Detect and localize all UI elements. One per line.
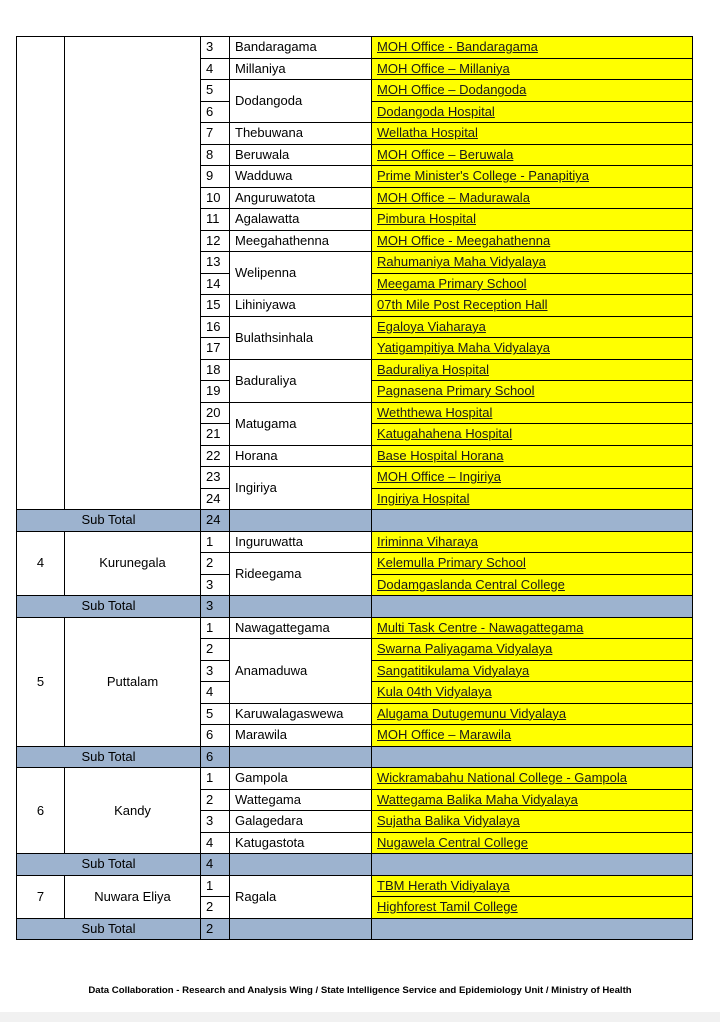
row-number-cell: 1 [201,768,230,790]
district-name-cell: Puttalam [65,617,201,746]
vaccination-centre-cell [372,553,693,575]
subtotal-label: Sub Total [17,596,201,618]
subtotal-label: Sub Total [17,918,201,940]
subtotal-row [17,746,693,768]
vaccination-centre-cell [372,725,693,747]
subtotal-row [17,596,693,618]
row-number-cell: 17 [201,338,230,360]
subtotal-value: 4 [201,854,230,876]
moh-area-cell: Thebuwana [230,123,372,145]
vaccination-centre-cell [372,252,693,274]
vaccination-centre-name[interactable]: Rahumaniya Maha Vidyalaya [377,254,546,270]
district-name-cell: Nuwara Eliya [65,875,201,918]
table-body [17,37,693,940]
vaccination-centre-cell [372,897,693,919]
row-number-cell: 19 [201,381,230,403]
vaccination-centre-cell [372,166,693,188]
moh-area-cell: Baduraliya [230,359,372,402]
row-number-cell: 8 [201,144,230,166]
vaccination-centre-cell [372,58,693,80]
vaccination-centre-name[interactable]: Pimbura Hospital [377,211,476,227]
district-number-cell: 6 [17,768,65,854]
vaccination-centre-name[interactable]: TBM Herath Vidiyalaya [377,877,510,893]
moh-area-cell: Beruwala [230,144,372,166]
moh-area-cell: Rideegama [230,553,372,596]
row-number-cell: 2 [201,789,230,811]
moh-area-cell: Ragala [230,875,372,918]
row-number-cell: 1 [201,531,230,553]
row-number-cell: 2 [201,639,230,661]
vaccination-centre-name[interactable]: Prime Minister's College - Panapitiya [377,168,590,184]
row-number-cell: 16 [201,316,230,338]
row-number-cell: 24 [201,488,230,510]
vaccination-centre-cell [372,660,693,682]
vaccination-centre-name[interactable]: Meegama Primary School [377,275,527,291]
subtotal-empty-cell [230,918,372,940]
moh-area-cell: Dodangoda [230,80,372,123]
row-number-cell: 11 [201,209,230,231]
row-number-cell: 5 [201,703,230,725]
row-number-cell: 2 [201,553,230,575]
vaccination-centre-name[interactable]: Weththewa Hospital [377,404,493,420]
row-number-cell: 5 [201,80,230,102]
moh-area-cell: Katugastota [230,832,372,854]
vaccination-centre-cell [372,832,693,854]
moh-area-cell: Marawila [230,725,372,747]
vaccination-centre-cell [372,811,693,833]
vaccination-centre-name[interactable]: Egaloya Viaharaya [377,318,486,334]
row-number-cell: 2 [201,897,230,919]
row-number-cell: 6 [201,101,230,123]
moh-area-cell: Galagedara [230,811,372,833]
subtotal-empty-cell [372,854,693,876]
vaccination-centre-name[interactable]: Swarna Paliyagama Vidyalaya [377,641,553,657]
row-number-cell: 9 [201,166,230,188]
vaccination-centre-name[interactable]: Dodamgaslanda Central College [377,576,565,592]
vaccination-centre-cell [372,101,693,123]
subtotal-empty-cell [372,596,693,618]
district-name-cell [65,37,201,510]
vaccination-centre-cell [372,445,693,467]
vaccination-centre-cell [372,381,693,403]
vaccination-centre-name[interactable]: MOH Office – Dodangoda [377,82,527,98]
moh-area-cell: Gampola [230,768,372,790]
vaccination-centre-cell [372,574,693,596]
vaccination-centre-cell [372,682,693,704]
vaccination-centre-cell [372,295,693,317]
moh-area-cell: Meegahathenna [230,230,372,252]
subtotal-empty-cell [230,510,372,532]
vaccination-centre-cell [372,639,693,661]
vaccination-centre-name[interactable]: MOH Office – Marawila [377,727,512,743]
row-number-cell: 22 [201,445,230,467]
vaccination-centre-name[interactable]: Multi Task Centre - Nawagattegama [377,619,584,635]
subtotal-empty-cell [230,596,372,618]
moh-area-cell: Wadduwa [230,166,372,188]
vaccination-centre-name[interactable]: Sangatitikulama Vidyalaya [377,662,530,678]
vaccination-centre-name[interactable]: Sujatha Balika Vidyalaya [377,813,520,829]
table-row [17,37,693,59]
row-number-cell: 7 [201,123,230,145]
row-number-cell: 3 [201,811,230,833]
table-row [17,531,693,553]
table-row [17,875,693,897]
vaccination-centre-cell [372,467,693,489]
vaccination-centre-cell [372,703,693,725]
moh-area-cell: Agalawatta [230,209,372,231]
moh-area-cell: Bulathsinhala [230,316,372,359]
vaccination-centre-name[interactable]: Wattegama Balika Maha Vidyalaya [377,791,578,807]
vaccination-centre-cell [372,144,693,166]
subtotal-label: Sub Total [17,854,201,876]
moh-area-cell: Welipenna [230,252,372,295]
vaccination-centre-name[interactable]: Kelemulla Primary School [377,555,526,571]
row-number-cell: 15 [201,295,230,317]
vaccination-centre-name[interactable]: Baduraliya Hospital [377,361,490,377]
subtotal-value: 3 [201,596,230,618]
row-number-cell: 12 [201,230,230,252]
vaccination-centre-name[interactable]: Katugahahena Hospital [377,426,513,442]
vaccination-centre-cell [372,768,693,790]
row-number-cell: 4 [201,832,230,854]
district-number-cell: 7 [17,875,65,918]
row-number-cell: 1 [201,617,230,639]
table-row [17,768,693,790]
vaccination-centre-cell [372,273,693,295]
subtotal-empty-cell [230,854,372,876]
vaccination-centre-name[interactable]: Dodangoda Hospital [377,103,495,119]
subtotal-label: Sub Total [17,746,201,768]
vaccination-centre-cell [372,316,693,338]
vaccination-centre-name[interactable]: MOH Office - Meegahathenna [377,232,551,248]
vaccination-centre-cell [372,402,693,424]
vaccination-centre-name[interactable]: MOH Office – Madurawala [377,189,530,205]
moh-area-cell: Anguruwatota [230,187,372,209]
vaccination-centre-cell [372,488,693,510]
moh-area-cell: Matugama [230,402,372,445]
moh-area-cell: Lihiniyawa [230,295,372,317]
vaccination-centre-cell [372,230,693,252]
vaccination-centre-cell [372,80,693,102]
vaccination-centre-name[interactable]: Kula 04th Vidyalaya [377,684,492,700]
vaccination-centre-name[interactable]: 07th Mile Post Reception Hall [377,297,548,313]
vaccination-centre-cell [372,617,693,639]
subtotal-empty-cell [372,918,693,940]
vaccination-centre-name[interactable]: Nugawela Central College [377,834,529,850]
row-number-cell: 10 [201,187,230,209]
vaccination-centre-name[interactable]: Wickramabahu National College - Gampola [377,770,628,786]
district-number-cell: 5 [17,617,65,746]
subtotal-value: 24 [201,510,230,532]
vaccination-centre-cell [372,123,693,145]
vaccination-centre-name[interactable]: Ingiriya Hospital [377,490,470,506]
vaccination-centre-cell [372,209,693,231]
moh-area-cell: Inguruwatta [230,531,372,553]
table-row [17,617,693,639]
vaccination-centre-cell [372,424,693,446]
district-number-cell [17,37,65,510]
vaccination-centre-name[interactable]: Iriminna Viharaya [377,533,478,549]
vaccination-centre-name[interactable]: Highforest Tamil College [377,899,518,915]
moh-area-cell: Anamaduwa [230,639,372,704]
vaccination-centre-cell [372,187,693,209]
subtotal-row [17,918,693,940]
moh-area-cell: Wattegama [230,789,372,811]
row-number-cell: 3 [201,660,230,682]
district-number-cell: 4 [17,531,65,596]
row-number-cell: 4 [201,682,230,704]
subtotal-value: 6 [201,746,230,768]
moh-area-cell: Ingiriya [230,467,372,510]
subtotal-label: Sub Total [17,510,201,532]
vaccination-centre-name[interactable]: Base Hospital Horana [377,447,504,463]
vaccination-centre-name[interactable]: Yatigampitiya Maha Vidyalaya [377,340,550,356]
row-number-cell: 6 [201,725,230,747]
subtotal-empty-cell [230,746,372,768]
district-name-cell: Kandy [65,768,201,854]
vaccination-centre-name[interactable]: MOH Office - Bandaragama [377,39,538,55]
vaccination-centres-table [16,36,693,940]
moh-area-cell: Millaniya [230,58,372,80]
vaccination-centre-cell [372,531,693,553]
page-bottom-band [0,1012,720,1022]
moh-area-cell: Horana [230,445,372,467]
district-name-cell: Kurunegala [65,531,201,596]
vaccination-centre-cell [372,338,693,360]
row-number-cell: 20 [201,402,230,424]
moh-area-cell: Nawagattegama [230,617,372,639]
subtotal-empty-cell [372,746,693,768]
vaccination-centre-name[interactable]: Pagnasena Primary School [377,383,535,399]
vaccination-centre-name[interactable]: Wellatha Hospital [377,125,478,141]
subtotal-row [17,854,693,876]
row-number-cell: 14 [201,273,230,295]
subtotal-row [17,510,693,532]
vaccination-centre-cell [372,875,693,897]
row-number-cell: 23 [201,467,230,489]
vaccination-centre-name[interactable]: Alugama Dutugemunu Vidyalaya [377,705,567,721]
row-number-cell: 18 [201,359,230,381]
vaccination-centre-cell [372,789,693,811]
subtotal-value: 2 [201,918,230,940]
row-number-cell: 1 [201,875,230,897]
subtotal-empty-cell [372,510,693,532]
moh-area-cell: Karuwalagaswewa [230,703,372,725]
row-number-cell: 3 [201,37,230,59]
row-number-cell: 3 [201,574,230,596]
vaccination-centre-name[interactable]: MOH Office – Ingiriya [377,469,502,485]
vaccination-centre-cell [372,359,693,381]
vaccination-centre-name[interactable]: MOH Office – Millaniya [377,60,510,76]
vaccination-centre-name[interactable]: MOH Office – Beruwala [377,146,514,162]
row-number-cell: 13 [201,252,230,274]
vaccination-centre-cell [372,37,693,59]
page-footer: Data Collaboration - Research and Analysis Wing / State Intelligence Service and Epidemiology Unit / Ministry of Health [88,985,632,996]
row-number-cell: 4 [201,58,230,80]
row-number-cell: 21 [201,424,230,446]
moh-area-cell: Bandaragama [230,37,372,59]
